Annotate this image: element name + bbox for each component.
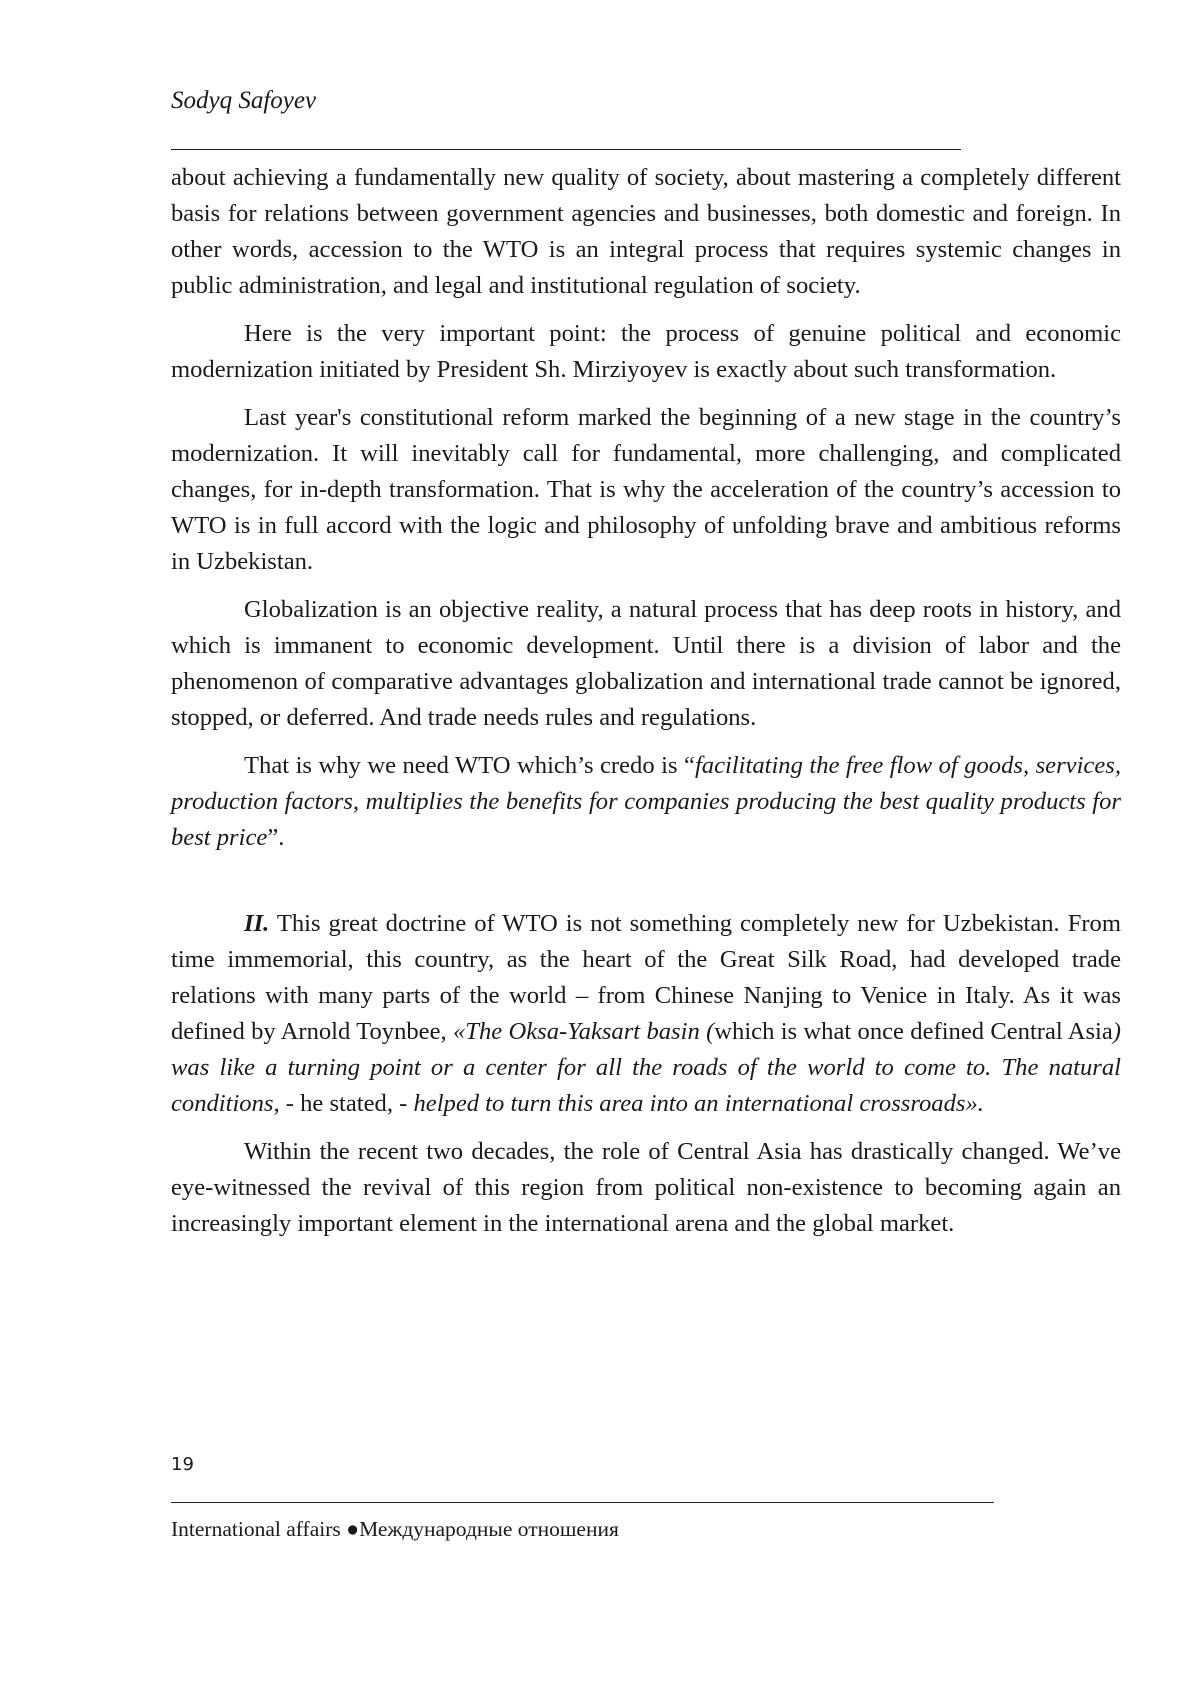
paragraph: Here is the very important point: the process of genuine political and economic modernization initiated by President Sh. Mirziyoyev is exactly about such transformation. (171, 320, 1121, 383)
section-text: This great doctrine of WTO is not something completely new for Uzbekistan. From time immemorial, this country, as the heart of the Great Silk Road, had developed trade relations with many parts of the world – from Chinese Nanjing to Venice in Italy. As it was defined by Arnold Toynbee, (171, 910, 1121, 1045)
paragraph-continued: about achieving a fundamentally new quality of society, about mastering a completely different basis for relations between government agencies and businesses, both domestic and foreign. In other words, accession to the WTO is an integral process that requires systemic changes in public administration, and legal and institutional regulation of society. (171, 164, 1121, 299)
footer-rule (171, 1502, 994, 1503)
article-body (171, 160, 1121, 1254)
toynbee-quote-part: ) was like a turning point or a center for all the roads of the world to come to. The natural conditions, (171, 1018, 1121, 1117)
paragraph-section-two (171, 906, 1121, 1122)
credo-quote: facilitating the free flow of goods, services, production factors, multiplies the benefits for companies producing the best quality products for best price (171, 752, 1121, 851)
paragraph-credo (171, 748, 1121, 856)
toynbee-aside: which is what once defined Central Asia (714, 1018, 1113, 1045)
page-number: 19 (171, 1454, 194, 1475)
credo-tail: ”. (267, 824, 285, 851)
running-head-author: Sodyq Safoyev (171, 87, 317, 114)
journal-footer: International affairs ●Международные отношения (171, 1517, 619, 1541)
toynbee-quote-part: - helped to turn this area into an international crossroads». (399, 1090, 984, 1117)
paragraph: Globalization is an objective reality, a natural process that has deep roots in history, and which is immanent to economic development. Until there is a division of labor and the phenomenon of comparative advantages globalization and international trade cannot be ignored, stopped, or deferred. And trade needs rules and regulations. (171, 596, 1121, 731)
paragraph: Within the recent two decades, the role of Central Asia has drastically changed. We’ve eye-witnessed the revival of this region from political non-existence to becoming again an increasingly important element in the international arena and the global market. (171, 1138, 1121, 1237)
toynbee-attribution: - he stated, (279, 1090, 400, 1117)
toynbee-quote-part: «The Oksa-Yaksart basin ( (452, 1018, 715, 1045)
paragraph: Last year's constitutional reform marked the beginning of a new stage in the country’s modernization. It will inevitably call for fundamental, more challenging, and complicated changes, for in-depth transformation. That is why the acceleration of the country’s accession to WTO is in full accord with the logic and philosophy of unfolding brave and ambitious reforms in Uzbekistan. (171, 404, 1121, 575)
credo-lead: That is why we need WTO which’s credo is “ (244, 752, 695, 779)
section-numeral: II. (244, 910, 270, 937)
header-rule (171, 149, 961, 150)
